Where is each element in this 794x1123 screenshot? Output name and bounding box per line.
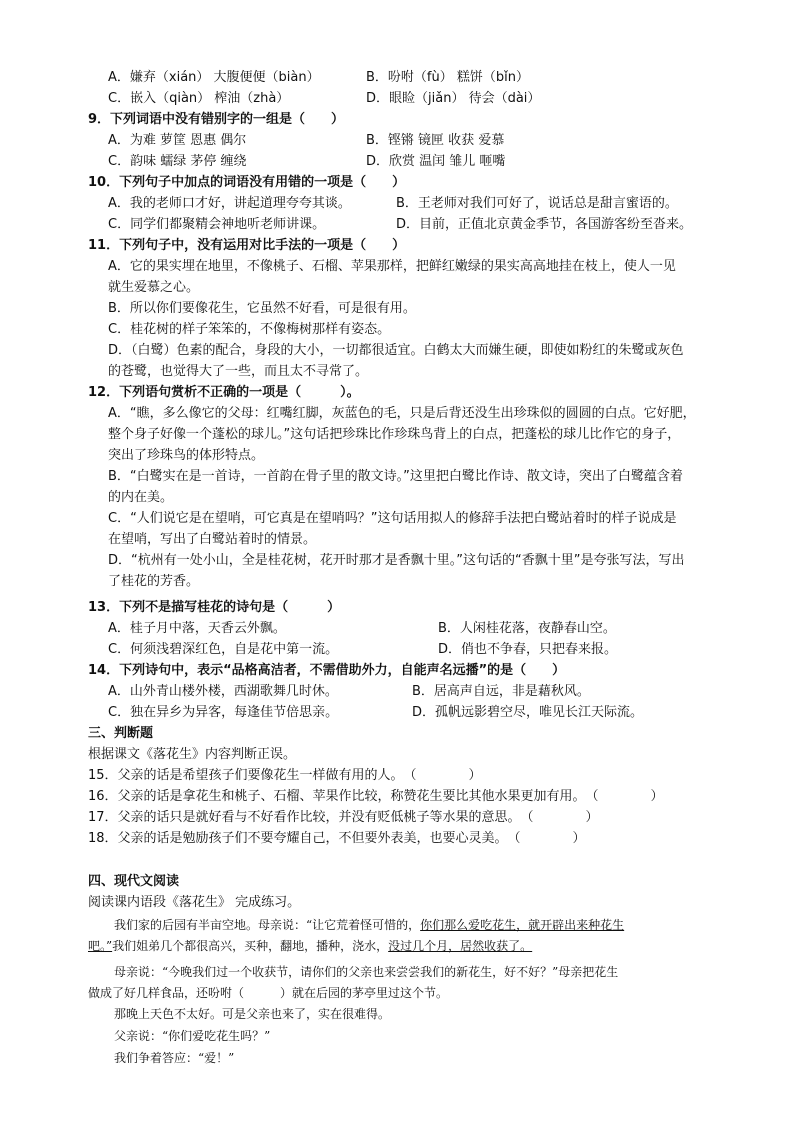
reading-paragraph-1 [114,915,624,935]
q11-stem: 11．下列句子中，没有运用对比手法的一项是（ ） [88,238,406,253]
reading-underlined-text: 吧。” [88,939,113,953]
section-4-intro: 阅读课内语段《落花生》 完成练习。 [88,895,301,910]
section-4-title: 四、现代文阅读 [88,874,180,889]
q12-option-d[interactable]: D．“杭州有一处小山，全是桂花树，花开时那才是香飘十里。”这句话的“香飘十里”是夸张写法，写出 [108,553,685,568]
q9-stem: 9．下列词语中没有错别字的一组是（ ） [88,112,345,127]
q12-option-c-cont: 在望哨，写出了白鹭站着时的情景。 [108,532,317,547]
section-3-title: 三、判断题 [88,726,154,741]
q13-stem: 13．下列不是描写桂花的诗句是（ ） [88,600,341,615]
q11-option-a[interactable]: A．它的果实埋在地里，不像桃子、石榴、苹果那样，把鲜红嫩绿的果实高高地挂在枝上，使人一见 [108,259,676,274]
reading-paragraph-2-cont: 做成了好几样食品，还吩咐（ ）就在后园的茅亭里过这个节。 [88,986,449,1000]
q12-option-b[interactable]: B．“白鹭实在是一首诗，一首韵在骨子里的散文诗。”这里把白鹭比作诗、散文诗，突出了白鹭蕴含着 [108,469,683,484]
reading-text: 我们姐弟几个都很高兴，买种，翻地，播种，浇水， [112,939,389,953]
q9-option-c[interactable]: C．韵味 蠕绿 茅停 缠绕 [108,154,247,169]
q10-option-c[interactable]: C．同学们都聚精会神地听老师讲课。 [108,217,326,232]
q12-stem: 12．下列语句赏析不正确的一项是（ ）。 [88,385,360,400]
reading-paragraph-2: 母亲说：“今晚我们过一个收获节，请你们的父亲也来尝尝我们的新花生，好不好？”母亲把花生 [114,965,619,979]
q11-option-d-cont: 的苍鹭，也觉得大了一些，而且太不寻常了。 [108,364,369,379]
q10-stem: 10．下列句子中加点的词语没有用错的一项是（ ） [88,175,406,190]
q8-option-d[interactable]: D．眼睑（jiǎn） 待会（dài） [366,91,541,106]
q8-option-a[interactable]: A．嫌弃（xián） 大腹便便（biàn） [108,70,320,85]
reading-paragraph-5: 我们争着答应：“爱！” [114,1051,235,1065]
q12-option-a-cont2: 突出了珍珠鸟的体形特点。 [108,448,265,463]
reading-underlined-text: 你们那么爱吃花生，就开辟出来种花生 [420,918,625,932]
q14-option-d[interactable]: D．孤帆远影碧空尽，唯见长江天际流。 [412,705,644,720]
reading-underlined-text: 没过几个月，居然收获了。 [388,939,533,953]
q12-option-c[interactable]: C．“人们说它是在望哨，可它真是在望哨吗？”这句话用拟人的修辞手法把白鹭站着时的样子说成是 [108,511,677,526]
q9-option-d[interactable]: D．欣赏 温闰 雏儿 咂嘴 [366,154,506,169]
q14-option-b[interactable]: B．居高声自远，非是藉秋风。 [412,684,590,699]
q13-option-d[interactable]: D．俏也不争春，只把春来报。 [438,642,618,657]
q9-option-b[interactable]: B．铿锵 镜匣 收获 爱慕 [366,133,505,148]
q8-option-b[interactable]: B．吩咐（fù） 糕饼（bǐn） [366,70,529,85]
q17-statement[interactable]: 17．父亲的话只是就好看与不好看作比较，并没有贬低桃子等水果的意思。 （ ） [88,810,599,825]
q14-stem: 14．下列诗句中，表示“品格高洁者，不需借助外力，自能声名远播”的是（ ） [88,663,566,678]
reading-paragraph-1-cont [88,936,532,956]
q11-option-b[interactable]: B．所以你们要像花生，它虽然不好看，可是很有用。 [108,301,416,316]
q13-option-a[interactable]: A．桂子月中落，天香云外飘。 [108,621,286,636]
reading-paragraph-4: 父亲说：“你们爱吃花生吗？” [114,1029,271,1043]
q8-option-c[interactable]: C．嵌入（qiàn） 榨油（zhà） [108,91,290,106]
q14-option-c[interactable]: C．独在异乡为异客，每逢佳节倍思亲。 [108,705,339,720]
q10-option-b[interactable]: B．王老师对我们可好了，说话总是甜言蜜语的。 [396,196,678,211]
q16-statement[interactable]: 16．父亲的话是拿花生和桃子、石榴、苹果作比较，称赞花生要比其他水果更加有用。 （ ） [88,789,664,804]
reading-paragraph-3: 那晚上天色不太好。可是父亲也来了，实在很难得。 [114,1007,391,1021]
q12-option-d-cont: 了桂花的芳香。 [108,574,200,589]
q14-option-a[interactable]: A．山外青山楼外楼，西湖歌舞几时休。 [108,684,338,699]
section-3-intro: 根据课文《落花生》内容判断正误。 [88,747,297,762]
q18-statement[interactable]: 18．父亲的话是勉励孩子们不要夸耀自己，不但要外表美，也要心灵美。 （ ） [88,831,586,846]
q12-option-b-cont: 的内在美。 [108,490,174,505]
q15-statement[interactable]: 15．父亲的话是希望孩子们要像花生一样做有用的人。 （ ） [88,768,482,783]
reading-text: 我们家的后园有半亩空地。母亲说：“让它荒着怪可惜的， [114,918,421,932]
q11-option-c[interactable]: C．桂花树的样子笨笨的，不像梅树那样有姿态。 [108,322,391,337]
q13-option-b[interactable]: B．人闲桂花落，夜静春山空。 [438,621,616,636]
q10-option-a[interactable]: A．我的老师口才好，讲起道理夸夸其谈。 [108,196,351,211]
q10-option-d[interactable]: D．目前，正值北京黄金季节，各国游客纷至沓来。 [396,217,693,232]
q9-option-a[interactable]: A．为难 萝筐 恩惠 偶尔 [108,133,247,148]
q11-option-d[interactable]: D．（白鹭）色素的配合，身段的大小，一切都很适宜。白鹤太大而嫌生硬，即使如粉红的朱鹭或灰色 [108,343,684,358]
q13-option-c[interactable]: C．何须浅碧深红色，自是花中第一流。 [108,642,339,657]
q12-option-a[interactable]: A．“瞧，多么像它的父母：红嘴红脚，灰蓝色的毛，只是后背还没生出珍珠似的圆圆的白点。它好肥， [108,406,696,421]
q12-option-a-cont: 整个身子好像一个蓬松的球儿。”这句话把珍珠比作珍珠鸟背上的白点，把蓬松的球儿比作它的身子， [108,427,681,442]
q11-option-a-cont: 就生爱慕之心。 [108,280,200,295]
